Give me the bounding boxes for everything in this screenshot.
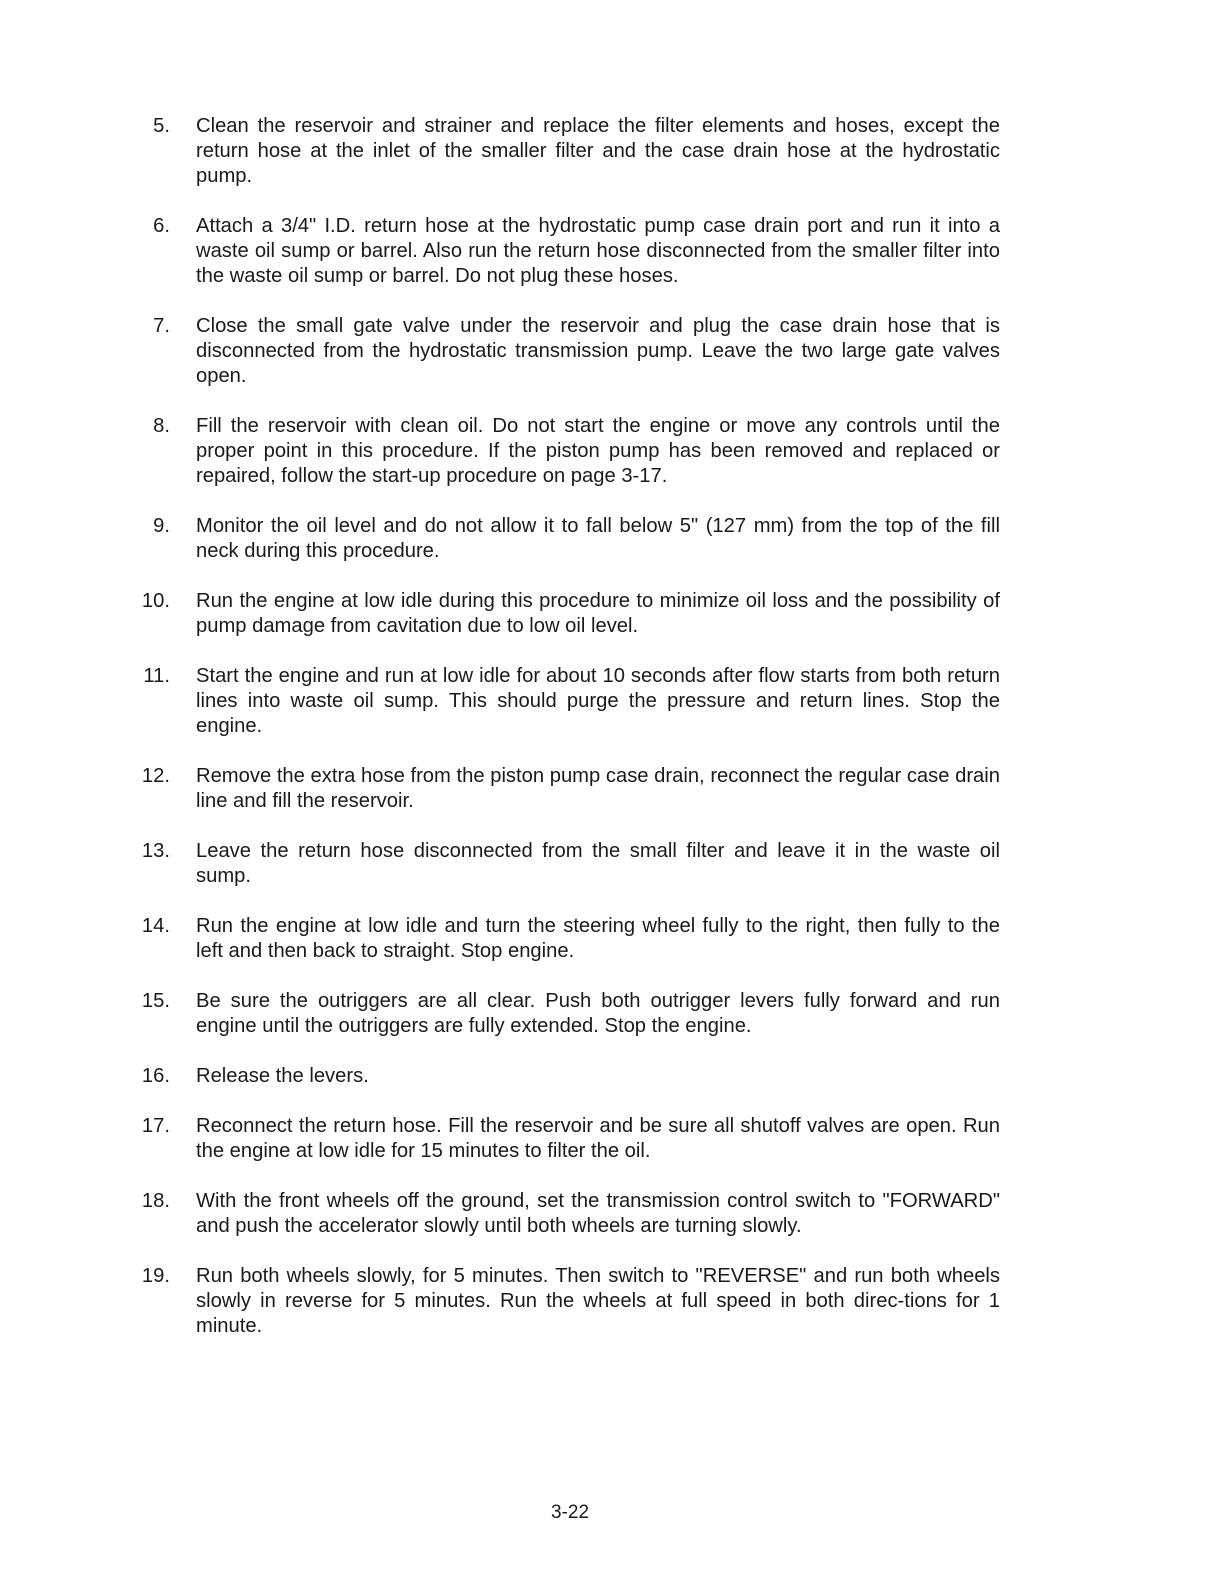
step-item: [140, 114, 1000, 189]
step-item: [140, 914, 1000, 964]
step-text: With the front wheels off the ground, set the transmission control switch to "FORWARD" and push the accelerator slowly until both wheels are turning slowly.: [196, 1190, 1000, 1237]
step-item: [140, 1189, 1000, 1239]
procedure-steps: [140, 114, 1000, 1364]
step-text: Leave the return hose disconnected from the small filter and leave it in the waste oil sump.: [196, 840, 1000, 887]
step-text: Remove the extra hose from the piston pump case drain, reconnect the regular case drain line and fill the reservoir.: [196, 765, 1000, 812]
step-number: 5.: [153, 115, 170, 137]
step-number: 16.: [141, 1065, 170, 1087]
step-item: [140, 589, 1000, 639]
step-item: [140, 514, 1000, 564]
step-text: Attach a 3/4" I.D. return hose at the hydrostatic pump case drain port and run it into a waste oil sump or barrel. Also run the return hose disconnected from the smaller filter into the waste oil sump or barrel. Do not plug these hoses.: [196, 215, 1000, 287]
step-text: Run the engine at low idle during this procedure to minimize oil loss and the possibility of pump damage from cavitation due to low oil level.: [196, 590, 1000, 637]
step-text: Start the engine and run at low idle for about 10 seconds after flow starts from both return lines into waste oil sump. This should purge the pressure and return lines. Stop the engine.: [196, 665, 1000, 737]
step-item: [140, 664, 1000, 739]
step-number: 10.: [141, 590, 170, 612]
step-item: [140, 989, 1000, 1039]
step-text: Clean the reservoir and strainer and replace the filter elements and hoses, except the return hose at the inlet of the smaller filter and the case drain hose at the hydrostatic pump.: [196, 115, 1000, 187]
step-text: Fill the reservoir with clean oil. Do not start the engine or move any controls until the proper point in this procedure. If the piston pump has been removed and replaced or repaired, follow the start-up procedure on page 3-17.: [196, 415, 1000, 487]
step-text: Be sure the outriggers are all clear. Push both outrigger levers fully forward and run engine until the outriggers are fully extended. Stop the engine.: [196, 990, 1000, 1037]
step-number: 7.: [153, 315, 170, 337]
step-text: Reconnect the return hose. Fill the reservoir and be sure all shutoff valves are open. Run the engine at low idle for 15 minutes to filter the oil.: [196, 1115, 1000, 1162]
step-number: 8.: [153, 415, 170, 437]
step-text: Run both wheels slowly, for 5 minutes. Then switch to "REVERSE" and run both wheels slowly in reverse for 5 minutes. Run the wheels at full speed in both direc-tions for 1 minute.: [196, 1265, 1000, 1337]
page-number: 3-22: [550, 1502, 590, 1523]
step-number: 17.: [141, 1115, 170, 1137]
step-number: 11.: [143, 665, 170, 687]
step-item: [140, 1264, 1000, 1339]
step-number: 6.: [153, 215, 170, 237]
step-item: [140, 839, 1000, 889]
step-number: 19.: [141, 1265, 170, 1287]
step-text: Close the small gate valve under the reservoir and plug the case drain hose that is disconnected from the hydrostatic transmission pump. Leave the two large gate valves open.: [196, 315, 1000, 387]
step-number: 15.: [141, 990, 170, 1012]
step-item: [140, 214, 1000, 289]
step-number: 12.: [141, 765, 170, 787]
step-number: 9.: [153, 515, 170, 537]
step-item: [140, 314, 1000, 389]
step-text: Release the levers.: [196, 1065, 369, 1087]
step-item: [140, 1064, 1000, 1089]
step-text: Run the engine at low idle and turn the steering wheel fully to the right, then fully to the left and then back to straight. Stop engine.: [196, 915, 1000, 962]
step-item: [140, 1114, 1000, 1164]
step-text: Monitor the oil level and do not allow it to fall below 5" (127 mm) from the top of the fill neck during this procedure.: [196, 515, 1000, 562]
step-item: [140, 764, 1000, 814]
step-number: 18.: [141, 1190, 170, 1212]
step-number: 13.: [141, 840, 170, 862]
step-item: [140, 414, 1000, 489]
step-number: 14.: [141, 915, 170, 937]
